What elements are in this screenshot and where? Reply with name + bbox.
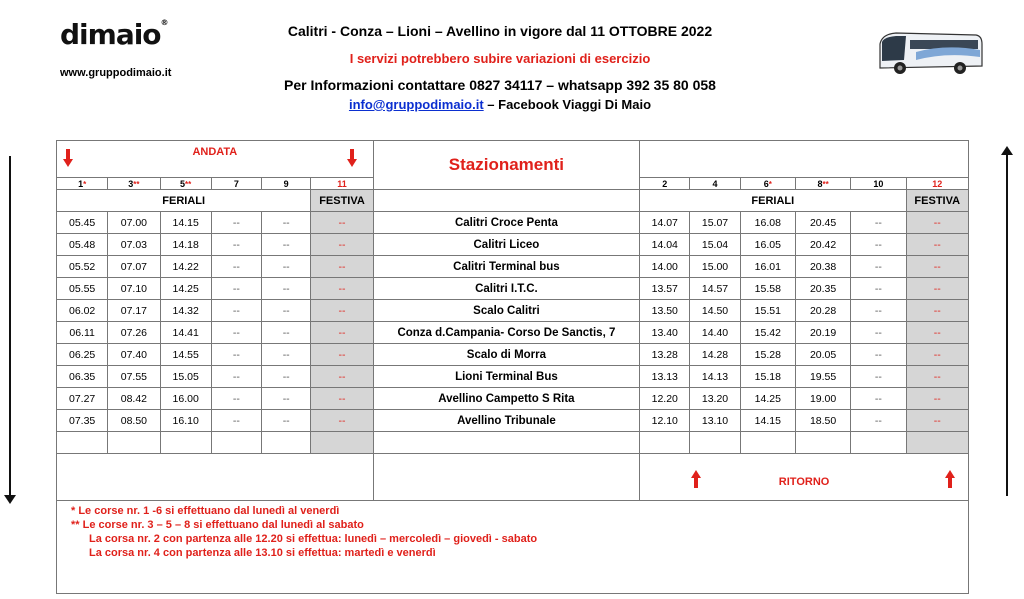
ritorno-time-cell: 15.18 [740,366,795,388]
ritorno-time-cell: -- [906,322,969,344]
run-number-text: 10 [873,178,884,189]
ritorno-time-cell: -- [851,234,906,256]
ritorno-top-header [640,141,969,178]
stop-name: Calitri Liceo [373,234,639,256]
andata-time-cell: 07.10 [108,278,160,300]
ritorno-time-cell: 13.50 [640,300,690,322]
table-row [57,366,969,388]
andata-time-cell: 07.03 [108,234,160,256]
andata-title: ANDATA [192,146,238,158]
ritorno-time-cell: 14.13 [690,366,740,388]
andata-time-cell: -- [262,278,311,300]
andata-time-cell: -- [262,212,311,234]
ritorno-run-number [851,178,906,190]
andata-time-cell: -- [262,366,311,388]
ritorno-time-cell: 14.25 [740,388,795,410]
andata-time-cell: 05.55 [57,278,108,300]
ritorno-time-cell: 12.10 [640,410,690,432]
ritorno-time-cell: 19.55 [795,366,850,388]
ritorno-time-cell: 14.00 [640,256,690,278]
andata-time-cell: 07.07 [108,256,160,278]
andata-time-cell: -- [211,278,261,300]
stop-name: Avellino Campetto S Rita [373,388,639,410]
andata-time-cell: 05.48 [57,234,108,256]
andata-time-cell: -- [311,322,373,344]
ritorno-time-cell: -- [906,410,969,432]
ritorno-time-cell: 13.40 [640,322,690,344]
ritorno-time-cell: 16.08 [740,212,795,234]
ritorno-time-cell: 16.01 [740,256,795,278]
run-number-text: 2 [662,178,668,189]
ritorno-time-cell: 20.35 [795,278,850,300]
andata-time-cell: 16.10 [160,410,211,432]
ritorno-footer-row [57,454,969,501]
run-number-text: 3 [128,178,134,189]
ritorno-time-cell: 15.51 [740,300,795,322]
andata-time-cell: -- [211,410,261,432]
ritorno-time-cell: -- [851,410,906,432]
ritorno-time-cell: 15.00 [690,256,740,278]
run-mark: ** [185,179,192,189]
ritorno-time-cell: -- [906,366,969,388]
andata-run-number [311,178,373,190]
email-link[interactable]: info@gruppodimaio.it [348,97,484,112]
ritorno-header [640,454,969,501]
ritorno-run-number [906,178,969,190]
ritorno-time-cell: -- [851,344,906,366]
stop-name: Lioni Terminal Bus [373,366,639,388]
andata-time-cell: -- [262,388,311,410]
run-mark: * [83,179,87,189]
ritorno-time-cell: 13.13 [640,366,690,388]
stop-name: Scalo Calitri [373,300,639,322]
andata-time-cell: 07.17 [108,300,160,322]
run-number-text: 12 [932,178,943,189]
andata-time-cell: -- [262,410,311,432]
table-row [57,278,969,300]
ritorno-time-cell: 15.04 [690,234,740,256]
empty-cell [640,432,690,454]
andata-run-number [211,178,261,190]
down-long-arrow-icon [9,156,11,496]
email-facebook-line [190,97,810,112]
ritorno-time-cell: 20.38 [795,256,850,278]
ritorno-festiva-label: FESTIVA [906,190,969,212]
ritorno-time-cell: 15.42 [740,322,795,344]
empty-cell [690,432,740,454]
run-number-text: 4 [712,178,718,189]
logo-text: dimaio [60,18,161,51]
andata-time-cell: 14.32 [160,300,211,322]
facebook-text: – Facebook Viaggi Di Maio [483,97,652,112]
andata-time-cell: -- [311,278,373,300]
ritorno-time-cell: 15.07 [690,212,740,234]
table-row [57,344,969,366]
ritorno-time-cell: -- [851,322,906,344]
andata-time-cell: 06.02 [57,300,108,322]
ritorno-time-cell: 18.50 [795,410,850,432]
andata-time-cell: 16.00 [160,388,211,410]
page-title: Calitri - Conza – Lioni – Avellino in vigore dal 11 OTTOBRE 2022 [287,23,713,39]
ritorno-time-cell: 13.20 [690,388,740,410]
run-number-text: 7 [233,178,239,189]
stazionamenti-header [373,141,639,190]
ritorno-time-cell: -- [906,278,969,300]
table-row [57,322,969,344]
ritorno-feriali-label: FERIALI [640,190,906,212]
andata-time-cell: 06.11 [57,322,108,344]
andata-time-cell: -- [311,366,373,388]
up-long-arrow-icon [1006,154,1008,496]
table-row [57,388,969,410]
andata-time-cell: 14.25 [160,278,211,300]
andata-festiva-label: FESTIVA [311,190,373,212]
run-mark: ** [822,179,829,189]
andata-time-cell: 14.55 [160,344,211,366]
andata-time-cell: -- [211,300,261,322]
andata-footer-blank [57,454,374,501]
andata-time-cell: 08.50 [108,410,160,432]
note-line: La corsa nr. 4 con partenza alle 13.10 si effettua: martedì e venerdì [89,547,436,559]
ritorno-time-cell: 20.42 [795,234,850,256]
stop-name: Avellino Tribunale [373,410,639,432]
andata-time-cell: -- [311,410,373,432]
andata-time-cell: 05.52 [57,256,108,278]
ritorno-time-cell: 14.28 [690,344,740,366]
andata-time-cell: -- [262,234,311,256]
ritorno-time-cell: 15.28 [740,344,795,366]
andata-time-cell: -- [262,322,311,344]
ritorno-time-cell: -- [906,212,969,234]
stop-name: Conza d.Campania- Corso De Sanctis, 7 [373,322,639,344]
andata-time-cell: 15.05 [160,366,211,388]
andata-time-cell: 08.42 [108,388,160,410]
empty-cell [211,432,261,454]
table-row [57,256,969,278]
table-row [57,300,969,322]
andata-time-cell: -- [211,366,261,388]
andata-feriali-label: FERIALI [57,190,311,212]
dimaio-logo [60,18,168,51]
andata-time-cell: 07.00 [108,212,160,234]
ritorno-time-cell: -- [906,234,969,256]
ritorno-time-cell: -- [906,388,969,410]
andata-time-cell: 07.35 [57,410,108,432]
empty-cell [311,432,373,454]
empty-cell [373,432,639,454]
ritorno-time-cell: 14.04 [640,234,690,256]
andata-time-cell: -- [211,388,261,410]
andata-time-cell: -- [311,344,373,366]
run-number-text: 8 [817,178,823,189]
andata-time-cell: -- [262,344,311,366]
ritorno-time-cell: 13.57 [640,278,690,300]
ritorno-time-cell: 13.28 [640,344,690,366]
ritorno-time-cell: 14.57 [690,278,740,300]
andata-time-cell: -- [311,388,373,410]
ritorno-time-cell: 20.19 [795,322,850,344]
andata-time-cell: -- [311,256,373,278]
bus-image [876,30,984,76]
andata-time-cell: 07.55 [108,366,160,388]
up-arrow-icon [945,470,955,488]
andata-time-cell: -- [211,212,261,234]
service-warning: I servizi potrebbero subire variazioni di esercizio [349,51,651,66]
stazionamenti-title: Stazionamenti [448,155,565,174]
empty-cell [108,432,160,454]
andata-header [57,141,374,178]
ritorno-run-number [740,178,795,190]
ritorno-time-cell: 15.58 [740,278,795,300]
andata-time-cell: -- [211,344,261,366]
ritorno-time-cell: -- [851,278,906,300]
stop-name: Calitri Croce Penta [373,212,639,234]
ritorno-time-cell: 12.20 [640,388,690,410]
ritorno-time-cell: 16.05 [740,234,795,256]
andata-time-cell: -- [211,256,261,278]
day-type-row [57,190,969,212]
empty-cell [906,432,969,454]
ritorno-time-cell: -- [851,300,906,322]
andata-run-number [57,178,108,190]
andata-time-cell: 14.22 [160,256,211,278]
andata-time-cell: 07.26 [108,322,160,344]
andata-time-cell: 06.35 [57,366,108,388]
ritorno-time-cell: -- [851,212,906,234]
run-number-text: 9 [283,178,289,189]
andata-time-cell: 05.45 [57,212,108,234]
stop-name: Scalo di Morra [373,344,639,366]
ritorno-time-cell: 14.40 [690,322,740,344]
ritorno-time-cell: -- [851,256,906,278]
stop-name: Calitri I.T.C. [373,278,639,300]
down-arrow-icon [347,149,357,167]
andata-time-cell: 06.25 [57,344,108,366]
ritorno-time-cell: 20.45 [795,212,850,234]
empty-cell [57,432,108,454]
ritorno-time-cell: -- [851,366,906,388]
contact-info: Per Informazioni contattare 0827 34117 – whatsapp 392 35 80 058 [284,77,716,93]
stop-footer-blank [373,454,639,501]
andata-time-cell: -- [211,234,261,256]
ritorno-title: RITORNO [778,476,830,488]
andata-time-cell: -- [311,234,373,256]
ritorno-time-cell: -- [851,388,906,410]
run-number-text: 11 [337,178,347,189]
ritorno-run-number [690,178,740,190]
ritorno-time-cell: 13.10 [690,410,740,432]
table-row [57,212,969,234]
empty-cell [740,432,795,454]
andata-time-cell: -- [311,300,373,322]
ritorno-time-cell: 19.00 [795,388,850,410]
ritorno-time-cell: 14.07 [640,212,690,234]
empty-row [57,432,969,454]
run-number-text: 6 [763,178,769,189]
andata-time-cell: 14.15 [160,212,211,234]
ritorno-run-number [640,178,690,190]
notes-box [57,501,969,594]
ritorno-time-cell: 14.50 [690,300,740,322]
andata-time-cell: 14.18 [160,234,211,256]
stop-header-blank [373,190,639,212]
website-text: www.gruppodimaio.it [60,67,172,79]
run-number-text: 1 [78,178,84,189]
andata-time-cell: -- [262,300,311,322]
ritorno-time-cell: -- [906,344,969,366]
run-number-text: 5 [180,178,186,189]
note-line: ** Le corse nr. 3 – 5 – 8 si effettuano dal lunedì al sabato [71,519,364,531]
note-line: * Le corse nr. 1 -6 si effettuano dal lunedì al venerdì [71,505,340,517]
ritorno-time-cell: 20.28 [795,300,850,322]
andata-time-cell: -- [211,322,261,344]
ritorno-time-cell: -- [906,300,969,322]
andata-time-cell: 07.27 [57,388,108,410]
andata-run-number [108,178,160,190]
andata-run-number [262,178,311,190]
empty-cell [262,432,311,454]
andata-time-cell: 14.41 [160,322,211,344]
andata-run-number [160,178,211,190]
ritorno-time-cell: 20.05 [795,344,850,366]
table-row [57,410,969,432]
andata-time-cell: 07.40 [108,344,160,366]
ritorno-run-number [795,178,850,190]
registered-mark: ® [160,18,168,27]
empty-cell [851,432,906,454]
table-row [57,234,969,256]
run-mark: ** [133,179,140,189]
notes-list [57,501,968,560]
andata-time-cell: -- [262,256,311,278]
timetable [56,140,969,594]
andata-time-cell: -- [311,212,373,234]
ritorno-time-cell: 14.15 [740,410,795,432]
run-mark: * [768,179,772,189]
note-line: La corsa nr. 2 con partenza alle 12.20 si effettua: lunedì – mercoledì – giovedì - sabato [89,533,538,545]
direction-header-row [57,141,969,178]
empty-cell [160,432,211,454]
notes-row [57,501,969,594]
ritorno-time-cell: -- [906,256,969,278]
empty-cell [795,432,850,454]
stop-name: Calitri Terminal bus [373,256,639,278]
